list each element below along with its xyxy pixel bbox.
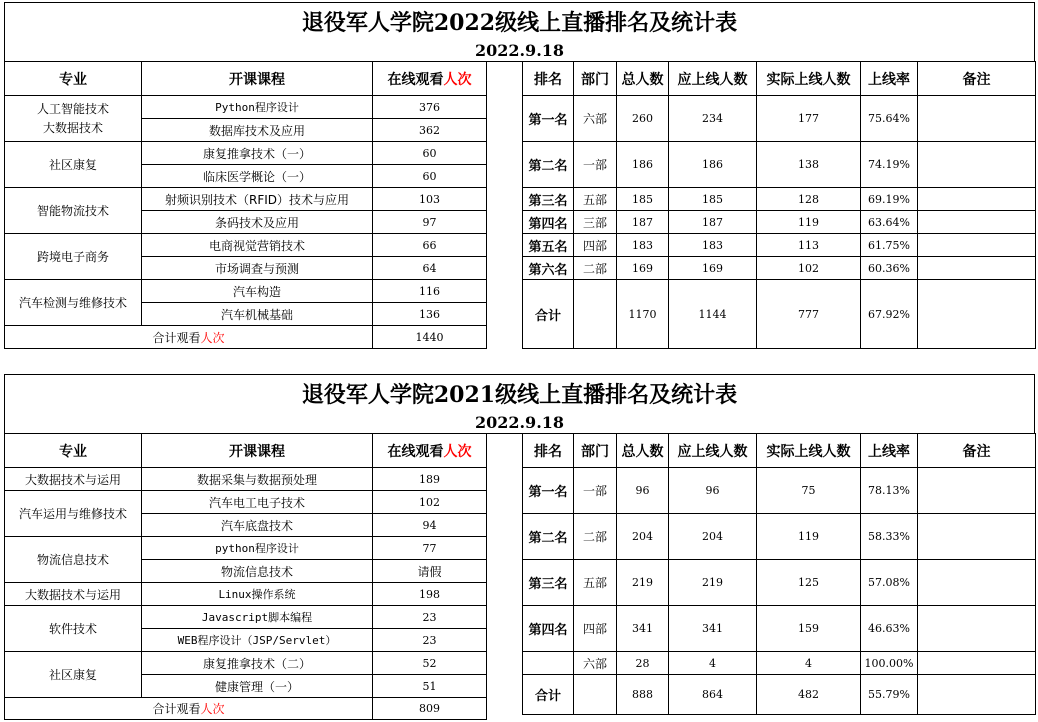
note-cell[interactable] (918, 142, 1036, 188)
header-note: 备注 (918, 434, 1036, 468)
should-cell[interactable]: 183 (669, 234, 757, 257)
note-cell[interactable] (918, 606, 1036, 652)
sum-actual[interactable]: 482 (757, 675, 861, 715)
header-dept: 部门 (574, 434, 617, 468)
rank-cell[interactable]: 第三名 (523, 560, 574, 606)
note-cell[interactable] (918, 211, 1036, 234)
should-cell[interactable]: 234 (669, 96, 757, 142)
title-area-2022 (4, 2, 1035, 62)
actual-cell[interactable]: 128 (757, 188, 861, 211)
rate-cell[interactable]: 75.64% (861, 96, 918, 142)
total-views[interactable]: 809 (373, 698, 487, 720)
total-cell[interactable]: 186 (617, 142, 669, 188)
actual-cell[interactable]: 119 (757, 211, 861, 234)
total-cell[interactable]: 219 (617, 560, 669, 606)
header-course: 开课课程 (142, 62, 373, 96)
total-label: 合计观看人次 (5, 698, 373, 720)
rate-cell[interactable]: 60.36% (861, 257, 918, 280)
course-cell[interactable]: python程序设计 (142, 537, 373, 560)
header-major: 专业 (5, 62, 142, 96)
views-cell[interactable]: 64 (373, 257, 487, 280)
table-date: 2022.9.18 (474, 413, 565, 432)
note-cell[interactable] (918, 514, 1036, 560)
views-cell[interactable]: 60 (373, 165, 487, 188)
dept-cell[interactable]: 二部 (574, 514, 617, 560)
actual-cell[interactable]: 177 (757, 96, 861, 142)
rate-cell[interactable]: 63.64% (861, 211, 918, 234)
total-cell[interactable]: 169 (617, 257, 669, 280)
views-cell[interactable]: 请假 (373, 560, 487, 583)
dept-cell[interactable]: 一部 (574, 468, 617, 514)
actual-cell[interactable]: 138 (757, 142, 861, 188)
actual-cell[interactable]: 102 (757, 257, 861, 280)
course-cell[interactable]: 临床医学概论（一） (142, 165, 373, 188)
header-dept: 部门 (574, 62, 617, 96)
sum-total[interactable]: 888 (617, 675, 669, 715)
actual-cell[interactable]: 113 (757, 234, 861, 257)
header-should: 应上线人数 (669, 62, 757, 96)
major-cell[interactable]: 社区康复 (5, 142, 142, 188)
note-cell[interactable] (918, 234, 1036, 257)
rank-cell[interactable]: 第二名 (523, 142, 574, 188)
sum-dept-cell[interactable] (574, 280, 617, 349)
rate-cell[interactable]: 58.33% (861, 514, 918, 560)
note-cell[interactable] (918, 468, 1036, 514)
actual-cell[interactable]: 125 (757, 560, 861, 606)
note-cell[interactable] (918, 96, 1036, 142)
total-cell[interactable]: 187 (617, 211, 669, 234)
header-major: 专业 (5, 434, 142, 468)
sum-actual[interactable]: 777 (757, 280, 861, 349)
course-cell[interactable]: 康复推拿技术（二） (142, 652, 373, 675)
major-cell[interactable]: 智能物流技术 (5, 188, 142, 234)
dept-cell[interactable]: 六部 (574, 96, 617, 142)
course-cell[interactable]: 物流信息技术 (142, 560, 373, 583)
views-cell[interactable]: 198 (373, 583, 487, 606)
course-cell[interactable]: 射频识别技术（RFID）技术与应用 (142, 188, 373, 211)
rank-cell[interactable]: 第三名 (523, 188, 574, 211)
views-cell[interactable]: 97 (373, 211, 487, 234)
sum-should[interactable]: 864 (669, 675, 757, 715)
course-cell[interactable]: 汽车底盘技术 (142, 514, 373, 537)
should-cell[interactable]: 204 (669, 514, 757, 560)
rate-cell[interactable]: 74.19% (861, 142, 918, 188)
course-cell[interactable]: 汽车机械基础 (142, 303, 373, 326)
course-cell[interactable]: Python程序设计 (142, 96, 373, 119)
total-cell[interactable]: 185 (617, 188, 669, 211)
actual-cell[interactable]: 119 (757, 514, 861, 560)
should-cell[interactable]: 187 (669, 211, 757, 234)
total-cell[interactable]: 260 (617, 96, 669, 142)
total-cell[interactable]: 341 (617, 606, 669, 652)
views-cell[interactable]: 60 (373, 142, 487, 165)
course-cell[interactable]: 汽车电工电子技术 (142, 491, 373, 514)
total-cell[interactable]: 204 (617, 514, 669, 560)
views-cell[interactable]: 66 (373, 234, 487, 257)
sum-rate[interactable]: 55.79% (861, 675, 918, 715)
header-course: 开课课程 (142, 434, 373, 468)
sum-label[interactable]: 合计 (523, 675, 574, 715)
views-cell[interactable]: 376 (373, 96, 487, 119)
header-actual: 实际上线人数 (757, 434, 861, 468)
note-cell[interactable] (918, 560, 1036, 606)
should-cell[interactable]: 341 (669, 606, 757, 652)
should-cell[interactable]: 4 (669, 652, 757, 675)
major-cell[interactable]: 汽车检测与维修技术 (5, 280, 142, 326)
course-cell[interactable]: WEB程序设计（JSP/Servlet） (142, 629, 373, 652)
rate-cell[interactable]: 61.75% (861, 234, 918, 257)
rate-cell[interactable]: 78.13% (861, 468, 918, 514)
total-cell[interactable]: 28 (617, 652, 669, 675)
course-cell[interactable]: 健康管理（一） (142, 675, 373, 698)
dept-cell[interactable]: 五部 (574, 560, 617, 606)
rate-cell[interactable]: 100.00% (861, 652, 918, 675)
should-cell[interactable]: 96 (669, 468, 757, 514)
header-should: 应上线人数 (669, 434, 757, 468)
total-views[interactable]: 1440 (373, 326, 487, 349)
header-rank: 排名 (523, 62, 574, 96)
rank-cell[interactable]: 第六名 (523, 257, 574, 280)
major-cell[interactable]: 大数据技术与运用 (5, 583, 142, 606)
note-cell[interactable] (918, 652, 1036, 675)
actual-cell[interactable]: 159 (757, 606, 861, 652)
sum-total[interactable]: 1170 (617, 280, 669, 349)
header-note: 备注 (918, 62, 1036, 96)
views-cell[interactable]: 362 (373, 119, 487, 142)
dept-cell[interactable]: 四部 (574, 234, 617, 257)
course-table-2022 (4, 61, 487, 349)
major-cell[interactable]: 跨境电子商务 (5, 234, 142, 280)
dept-cell[interactable]: 五部 (574, 188, 617, 211)
header-rate: 上线率 (861, 434, 918, 468)
table-title: 退役军人学院2022级线上直播排名及统计表 (301, 10, 738, 36)
rank-cell[interactable]: 第一名 (523, 468, 574, 514)
views-cell[interactable]: 136 (373, 303, 487, 326)
table-2022 (4, 2, 1035, 349)
rank-cell[interactable]: 第五名 (523, 234, 574, 257)
note-cell[interactable] (918, 257, 1036, 280)
rate-cell[interactable]: 57.08% (861, 560, 918, 606)
header-rate: 上线率 (861, 62, 918, 96)
table-2021 (4, 374, 1035, 720)
dept-cell[interactable]: 四部 (574, 606, 617, 652)
course-cell[interactable]: Linux操作系统 (142, 583, 373, 606)
header-rank: 排名 (523, 434, 574, 468)
rank-table-2021 (522, 433, 1036, 715)
course-table-2021 (4, 433, 487, 720)
total-cell[interactable]: 183 (617, 234, 669, 257)
note-cell[interactable] (918, 188, 1036, 211)
course-cell[interactable]: Javascript脚本编程 (142, 606, 373, 629)
rank-cell[interactable]: 第四名 (523, 606, 574, 652)
total-label: 合计观看人次 (5, 326, 373, 349)
dept-cell[interactable]: 一部 (574, 142, 617, 188)
dept-cell[interactable]: 三部 (574, 211, 617, 234)
views-cell[interactable]: 23 (373, 606, 487, 629)
major-cell[interactable]: 物流信息技术 (5, 537, 142, 583)
views-cell[interactable]: 52 (373, 652, 487, 675)
actual-cell[interactable]: 75 (757, 468, 861, 514)
course-cell[interactable]: 数据库技术及应用 (142, 119, 373, 142)
major-cell[interactable]: 社区康复 (5, 652, 142, 698)
actual-cell[interactable]: 4 (757, 652, 861, 675)
sum-dept-cell[interactable] (574, 675, 617, 715)
header-total: 总人数 (617, 62, 669, 96)
course-cell[interactable]: 汽车构造 (142, 280, 373, 303)
note-cell[interactable] (918, 675, 1036, 715)
course-cell[interactable]: 康复推拿技术（一） (142, 142, 373, 165)
total-cell[interactable]: 96 (617, 468, 669, 514)
major-cell[interactable]: 大数据技术与运用 (5, 468, 142, 491)
table-date: 2022.9.18 (474, 41, 565, 60)
note-cell[interactable] (918, 280, 1036, 349)
rank-cell[interactable]: 第四名 (523, 211, 574, 234)
major-cell[interactable]: 软件技术 (5, 606, 142, 652)
rate-cell[interactable]: 46.63% (861, 606, 918, 652)
should-cell[interactable]: 219 (669, 560, 757, 606)
rank-table-2022 (522, 61, 1036, 349)
dept-cell[interactable]: 二部 (574, 257, 617, 280)
rank-cell[interactable]: 第二名 (523, 514, 574, 560)
major-cell[interactable]: 人工智能技术 大数据技术 (5, 96, 142, 142)
course-cell[interactable]: 市场调查与预测 (142, 257, 373, 280)
major-cell[interactable]: 汽车运用与维修技术 (5, 491, 142, 537)
rate-cell[interactable]: 69.19% (861, 188, 918, 211)
should-cell[interactable]: 186 (669, 142, 757, 188)
course-cell[interactable]: 数据采集与数据预处理 (142, 468, 373, 491)
views-cell[interactable]: 102 (373, 491, 487, 514)
header-total: 总人数 (617, 434, 669, 468)
header-actual: 实际上线人数 (757, 62, 861, 96)
header-online: 在线观看人次 (373, 62, 487, 96)
course-cell[interactable]: 条码技术及应用 (142, 211, 373, 234)
course-cell[interactable]: 电商视觉营销技术 (142, 234, 373, 257)
should-cell[interactable]: 185 (669, 188, 757, 211)
dept-cell[interactable]: 六部 (574, 652, 617, 675)
views-cell[interactable]: 51 (373, 675, 487, 698)
table-title: 退役军人学院2021级线上直播排名及统计表 (301, 382, 738, 408)
header-online: 在线观看人次 (373, 434, 487, 468)
views-cell[interactable]: 103 (373, 188, 487, 211)
title-area-2021 (4, 374, 1035, 434)
sum-should[interactable]: 1144 (669, 280, 757, 349)
views-cell[interactable]: 23 (373, 629, 487, 652)
sum-rate[interactable]: 67.92% (861, 280, 918, 349)
should-cell[interactable]: 169 (669, 257, 757, 280)
views-cell[interactable]: 77 (373, 537, 487, 560)
views-cell[interactable]: 116 (373, 280, 487, 303)
rank-cell[interactable] (523, 652, 574, 675)
views-cell[interactable]: 189 (373, 468, 487, 491)
rank-cell[interactable]: 第一名 (523, 96, 574, 142)
views-cell[interactable]: 94 (373, 514, 487, 537)
sum-label[interactable]: 合计 (523, 280, 574, 349)
